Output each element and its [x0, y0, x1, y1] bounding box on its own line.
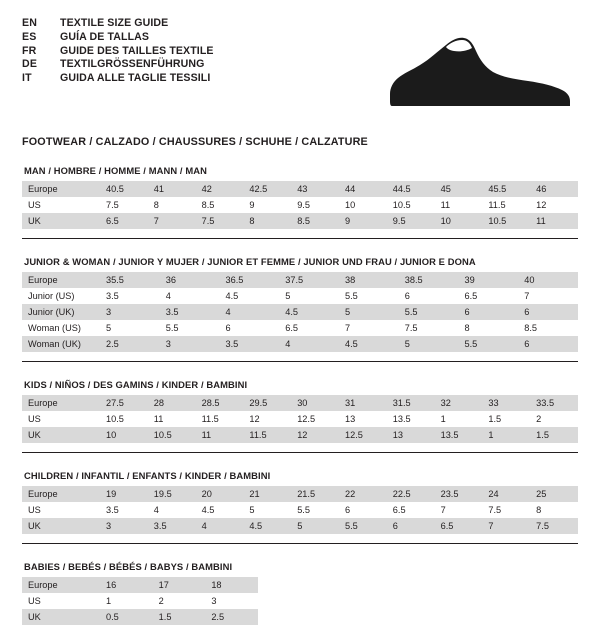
table-cell: 12 — [249, 414, 260, 424]
language-title: GUIDE DES TAILLES TEXTILE — [60, 44, 214, 57]
language-row — [22, 18, 214, 32]
table-cell: 10.5 — [392, 200, 411, 210]
table-cell: 6 — [518, 336, 578, 352]
block-title: JUNIOR & WOMAN / JUNIOR Y MUJER / JUNIOR ET FEMME / JUNIOR UND FRAU / JUNIOR E DONA — [24, 256, 476, 267]
row-label: Europe — [22, 486, 100, 502]
table-cell: 5.5 — [339, 518, 387, 534]
table-cell: 23.5 — [435, 486, 483, 502]
table-cell: 5 — [249, 505, 255, 515]
table-cell: 5.5 — [345, 291, 358, 301]
table-row — [22, 427, 578, 443]
table-cell: 9 — [339, 213, 387, 229]
table-cell: 16 — [100, 577, 153, 593]
table-cell: 6.5 — [392, 505, 406, 515]
table-cell: 1.5 — [530, 427, 578, 443]
table-cell: 42 — [196, 181, 244, 197]
table-cell: 11.5 — [488, 200, 506, 210]
table-cell: 28 — [148, 395, 196, 411]
language-title-list — [22, 18, 214, 87]
table-cell: 9.5 — [387, 213, 435, 229]
table-cell: 5 — [291, 518, 339, 534]
table-cell: 35.5 — [100, 272, 160, 288]
table-row — [22, 288, 578, 304]
table-cell: 8 — [536, 505, 542, 515]
table-cell: 8.5 — [291, 213, 339, 229]
row-label: Europe — [22, 395, 100, 411]
table-cell: 8 — [153, 200, 159, 210]
table-cell: 4.5 — [279, 304, 339, 320]
row-label: Europe — [22, 577, 100, 593]
row-label: US — [28, 596, 41, 606]
table-cell: 11 — [530, 213, 578, 229]
table-cell: 22 — [339, 486, 387, 502]
language-title: GUIDA ALLE TAGLIE TESSILI — [60, 72, 211, 85]
table-row — [22, 486, 578, 502]
table-cell: 4 — [220, 304, 280, 320]
table-cell: 2.5 — [100, 336, 160, 352]
table-cell: 28.5 — [196, 395, 244, 411]
table-cell: 37.5 — [279, 272, 339, 288]
table-cell: 8.5 — [524, 323, 538, 333]
size-table — [22, 577, 258, 625]
block-title: CHILDREN / INFANTIL / ENFANTS / KINDER / BAMBINI — [24, 470, 271, 481]
table-cell: 6.5 — [285, 323, 299, 333]
table-cell: 1.5 — [153, 609, 206, 625]
table-cell: 5 — [399, 336, 459, 352]
table-cell: 8 — [464, 323, 470, 333]
table-cell: 22.5 — [387, 486, 435, 502]
row-label: US — [28, 505, 41, 515]
table-cell: 11.5 — [243, 427, 291, 443]
table-cell: 4.5 — [201, 505, 215, 515]
table-cell: 5 — [339, 304, 399, 320]
size-table — [22, 486, 578, 534]
table-cell: 10 — [435, 213, 483, 229]
language-code: IT — [22, 72, 32, 85]
size-table — [22, 181, 578, 229]
section-divider — [22, 543, 578, 544]
table-cell: 6 — [404, 291, 410, 301]
table-cell: 4.5 — [225, 291, 239, 301]
table-cell: 3.5 — [106, 291, 119, 301]
table-cell: 9 — [249, 200, 255, 210]
table-cell: 1.5 — [488, 414, 502, 424]
table-cell: 19 — [100, 486, 148, 502]
language-row — [22, 73, 214, 87]
table-row — [22, 502, 578, 518]
table-cell: 19.5 — [148, 486, 196, 502]
table-cell: 3.5 — [160, 304, 220, 320]
size-block-junior-woman — [22, 256, 578, 362]
table-cell: 2 — [536, 414, 542, 424]
table-cell: 12 — [536, 200, 547, 210]
table-cell: 7 — [524, 291, 530, 301]
table-cell: 6 — [344, 505, 351, 515]
table-cell: 21 — [243, 486, 291, 502]
table-cell: 30 — [291, 395, 339, 411]
block-title: MAN / HOMBRE / HOMME / MANN / MAN — [24, 165, 207, 176]
table-cell: 31 — [339, 395, 387, 411]
section-divider — [22, 452, 578, 453]
table-cell: 7.5 — [488, 505, 502, 515]
table-cell: 9.5 — [297, 200, 310, 210]
table-cell: 13 — [387, 427, 435, 443]
language-code: FR — [22, 44, 37, 57]
row-label: Woman (US) — [28, 323, 81, 333]
table-cell: 24 — [482, 486, 530, 502]
table-cell: 7 — [148, 213, 196, 229]
table-cell: 8 — [243, 213, 291, 229]
size-block-man — [22, 165, 578, 239]
table-cell: 0.5 — [100, 609, 153, 625]
table-row — [22, 395, 578, 411]
size-block-babies — [22, 561, 578, 625]
table-cell: 12.5 — [339, 427, 387, 443]
table-cell: 4 — [153, 505, 159, 515]
table-cell: 29.5 — [243, 395, 291, 411]
table-cell: 5 — [285, 291, 291, 301]
language-row — [22, 59, 214, 73]
language-row — [22, 32, 214, 46]
block-title: KIDS / NIÑOS / DES GAMINS / KINDER / BAMBINI — [24, 379, 248, 390]
dress-shoe-icon — [384, 34, 574, 112]
table-cell: 7 — [482, 518, 530, 534]
row-label: UK — [22, 609, 100, 625]
table-cell: 1 — [440, 414, 446, 424]
table-cell: 3 — [211, 596, 217, 606]
size-table — [22, 272, 578, 352]
table-cell: 10 — [344, 200, 356, 210]
table-cell: 10.5 — [106, 414, 124, 424]
table-cell: 6 — [225, 323, 231, 333]
row-label: Europe — [22, 272, 100, 288]
footwear-section-title: FOOTWEAR / CALZADO / CHAUSSURES / SCHUHE / CALZATURE — [22, 136, 368, 148]
table-row — [22, 213, 578, 229]
language-title: TEXTILGRÖSSENFÜHRUNG — [60, 58, 205, 71]
table-cell: 32 — [435, 395, 483, 411]
table-cell: 5.5 — [297, 505, 310, 515]
table-cell: 7 — [440, 505, 446, 515]
table-cell: 39 — [459, 272, 519, 288]
table-cell: 6 — [518, 304, 578, 320]
table-cell: 10.5 — [148, 427, 196, 443]
table-cell: 10 — [100, 427, 148, 443]
row-label: UK — [22, 213, 100, 229]
block-title: BABIES / BEBÉS / BÉBÉS / BABYS / BAMBINI — [24, 561, 233, 572]
table-row — [22, 593, 258, 609]
table-cell: 7.5 — [106, 200, 119, 210]
table-row — [22, 411, 578, 427]
table-cell: 6 — [387, 518, 435, 534]
table-cell: 5.5 — [459, 336, 519, 352]
table-cell: 44.5 — [387, 181, 435, 197]
table-cell: 7.5 — [196, 213, 244, 229]
table-cell: 10.5 — [482, 213, 530, 229]
size-table — [22, 395, 578, 443]
size-block-children — [22, 470, 578, 544]
table-cell: 4 — [196, 518, 244, 534]
table-cell: 3.5 — [148, 518, 196, 534]
table-cell: 2 — [158, 596, 164, 606]
table-cell: 31.5 — [387, 395, 435, 411]
table-cell: 7 — [345, 323, 351, 333]
table-cell: 12.5 — [297, 414, 316, 424]
table-cell: 6.5 — [435, 518, 483, 534]
row-label: UK — [22, 518, 100, 534]
table-cell: 36 — [160, 272, 220, 288]
table-cell: 44 — [339, 181, 387, 197]
table-cell: 4 — [165, 291, 171, 301]
table-cell: 7.5 — [530, 518, 578, 534]
table-row — [22, 336, 578, 352]
table-cell: 5.5 — [399, 304, 459, 320]
table-cell: 1 — [482, 427, 530, 443]
table-cell: 45.5 — [482, 181, 530, 197]
table-cell: 6.5 — [464, 291, 478, 301]
table-cell: 4.5 — [339, 336, 399, 352]
table-row — [22, 197, 578, 213]
table-cell: 33.5 — [530, 395, 578, 411]
table-cell: 3 — [160, 336, 220, 352]
language-code: ES — [22, 30, 37, 43]
table-cell: 11 — [440, 200, 451, 210]
row-label: Woman (UK) — [22, 336, 100, 352]
table-cell: 40 — [518, 272, 578, 288]
table-cell: 12 — [291, 427, 339, 443]
table-cell: 41 — [148, 181, 196, 197]
table-cell: 45 — [435, 181, 483, 197]
table-cell: 40.5 — [100, 181, 148, 197]
table-row — [22, 609, 258, 625]
document-header — [22, 18, 578, 122]
table-cell: 3 — [100, 518, 148, 534]
section-divider — [22, 238, 578, 239]
table-row — [22, 181, 578, 197]
table-cell: 36.5 — [220, 272, 280, 288]
row-label: US — [28, 414, 41, 424]
table-cell: 20 — [196, 486, 244, 502]
table-cell: 4 — [279, 336, 339, 352]
row-label: US — [28, 200, 41, 210]
table-cell: 18 — [205, 577, 258, 593]
table-cell: 46 — [530, 181, 578, 197]
table-cell: 38 — [339, 272, 399, 288]
section-divider — [22, 361, 578, 362]
row-label: UK — [22, 427, 100, 443]
table-cell: 27.5 — [100, 395, 148, 411]
table-cell: 13.5 — [435, 427, 483, 443]
table-cell: 11 — [153, 414, 164, 424]
table-cell: 11 — [196, 427, 244, 443]
table-cell: 21.5 — [291, 486, 339, 502]
table-row — [22, 320, 578, 336]
language-code: EN — [22, 17, 38, 29]
row-label: Junior (UK) — [22, 304, 100, 320]
table-row — [22, 577, 258, 593]
table-cell: 5.5 — [165, 323, 179, 333]
table-cell: 3.5 — [106, 505, 119, 515]
table-cell: 6 — [459, 304, 519, 320]
language-title: GUÍA DE TALLAS — [60, 30, 150, 43]
table-cell: 2.5 — [205, 609, 258, 625]
table-row — [22, 518, 578, 534]
table-cell: 1 — [106, 596, 112, 606]
table-cell: 3 — [100, 304, 160, 320]
table-cell: 13.5 — [392, 414, 411, 424]
table-cell: 43 — [291, 181, 339, 197]
table-cell: 6.5 — [100, 213, 148, 229]
row-label: Junior (US) — [28, 291, 75, 301]
table-cell: 17 — [153, 577, 206, 593]
table-cell: 42.5 — [243, 181, 291, 197]
table-cell: 7.5 — [404, 323, 418, 333]
row-label: Europe — [22, 181, 100, 197]
table-cell: 8.5 — [201, 200, 215, 210]
table-cell: 3.5 — [220, 336, 280, 352]
language-title: TEXTILE SIZE GUIDE — [60, 17, 169, 29]
table-cell: 13 — [344, 414, 356, 424]
table-cell: 5 — [106, 323, 112, 333]
table-cell: 4.5 — [243, 518, 291, 534]
table-cell: 11.5 — [201, 414, 219, 424]
table-cell: 25 — [530, 486, 578, 502]
table-cell: 33 — [482, 395, 530, 411]
table-row — [22, 272, 578, 288]
table-cell: 38.5 — [399, 272, 459, 288]
size-block-kids — [22, 379, 578, 453]
language-code: DE — [22, 58, 38, 71]
table-row — [22, 304, 578, 320]
